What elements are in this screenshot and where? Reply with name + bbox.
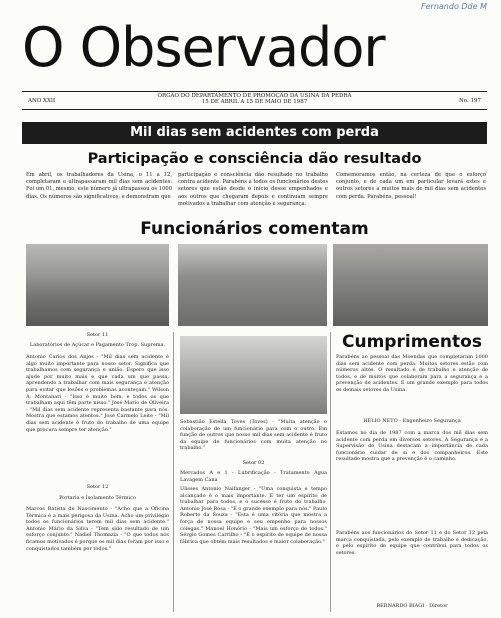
- cumprimentos-signature-1: HÉLIO NETO - Engenheiro Segurança: [363, 418, 461, 424]
- setor-11-comments: Antonio Carlos dos Anjos - "Mil dias sem acidente é algo muito importante para nosso setor. Significa que trabalhamos com segurança e união. Espero que isso ajude por muito mais e que cada um que passa, aprendendo a trabalhar com mais segurança e atenção para evitar que lesões e problemas aconteçam." Wilson A. Montanari - "Isso é muito bom, e todos os que trabalham aqui têm parte nisso." José Mario de Oliveira - "Mil dias sem acidente representa bastante para nós. Mostra que estamos atentos." José Carmelo Leite - "Mil dias sem acidente é fruto do trabalho de uma equipe que procura sempre ter atenção.": [26, 354, 169, 433]
- photo-setor-02-workers: [180, 336, 327, 414]
- headline-banner: Mil dias sem acidentes com perda: [22, 122, 487, 144]
- photo-setor-12: [178, 244, 327, 326]
- headline-funcionarios: Funcionários comentam: [140, 219, 369, 239]
- photo-setor-02: [333, 244, 488, 326]
- intro-col-1: Em abril, os trabalhadores da Usina, o 11 a 12, completaram e ultrapassaram mil dias sem acidentes. Foi um 01, mesmo, este número já ultrapassou os 1000 dias. Os números são significativos, e demonstram que: [26, 172, 172, 200]
- setor-02-label: Setor 02: [242, 460, 265, 466]
- setor-12-comments: Marcos Batista de Nascimento - "Acho que a Oficina Térmica é a mais perigosa da Usina. Acho um privilégio todos os funcionários terem mil dias sem acidente." Antonio Mário da Silva - "Tem sido resultado de um esforço conjunto." Nadiel Thomazia - "O que todos nós ficamos motivados é porque os mil dias foram por isso e conquistados também por todos.": [26, 506, 169, 552]
- cumprimentos-text-2: Estamos no dia de 1987 com a marca dos mil dias sem acidente com perda em diversos setores. A Segurança e a Supervisão de Usina destacam a importância de cada funcionário cuidar de si e dos companheiros. Este resultado mostra que a prevenção é o caminho.: [336, 430, 488, 463]
- mid-caption: Sebastião Estella Toves (Toves) - "Muita atenção e colaboração de um funcionário para com o outro. Em função de outros que nosso mil dias sem acidente é fruto da equipe de funcionários com muita atenção no trabalho.": [180, 419, 327, 452]
- date-line: 15 DE ABRIL A 15 DE MAIO DE 1987: [201, 99, 308, 105]
- cumprimentos-text-1: Parabéns ao pessoal das Moendas que completaram 1000 dias sem acidente com perda. Muitos setores estão com números altos. O resultado é de trabalho e atenção de todos, e de muitos que colaboram para a segurança e a prevenção de acidentes. É um grande exemplo para todos os demais setores da Usina.: [336, 354, 488, 393]
- setor-12-label: Setor 12: [86, 484, 109, 490]
- headline-participacao: Participação e consciência dão resultado: [87, 151, 422, 167]
- headline-cumprimentos: Cumprimentos: [342, 332, 482, 352]
- org-line: ÓRGÃO DO DEPARTAMENTO DE PROMOÇÃO DA USINA DA PEDRA: [157, 93, 352, 99]
- masthead-rule-top: [22, 91, 487, 92]
- intro-col-2: participação e consciência dão resultado no trabalho contra acidente. Parabéns a todos os funcionários destes setores que estão desde o início desse empenhados e aos outros que chegaram depois e continuam sempre motivados a trabalhar com atenção e segurança.: [178, 172, 328, 207]
- setor-02-comments: Ulisses Antonio Naifanger - "Uma conquista e tempo alcançado é o mais importante. E ter um espírito de trabalhar para todos, e o sucesso é fruto do trabalho. Antonio José Rosa - "É o grande exemplo para nós." Paulo Roberto da Souza - "Esta é uma vitória que mostra a força de nossa equipe e seu empenho para nossos colegas." Manoel Honório - "Mais um esforço de todos." Sérgio Gomes Carrilho - "É o espírito de equipe de nossa fábrica que obtém mais resultados e maior colaboração.": [180, 486, 327, 545]
- masthead-title: O Observador: [22, 16, 385, 79]
- column-divider-1: [173, 332, 174, 612]
- cumprimentos-text-3: Parabéns aos funcionários do Setor 11 e do Setor 12 pela marca conquistada, pelo exemplo de trabalho e dedicação, e pelo espírito de equipe que contribui para todos os setores.: [336, 530, 488, 556]
- issue-number: No. 197: [458, 98, 481, 104]
- setor-12-subtitle: Portaria e Isolamento Térmico: [59, 495, 136, 501]
- year-line: ANO XXII: [28, 98, 56, 104]
- masthead-rule-bottom: [22, 109, 487, 110]
- setor-11-subtitle: Laboratórios de Açúcar e Pagamento Trop. Suprema.: [29, 342, 166, 348]
- intro-col-3: Comemoramos então, na certeza de que o esforço conjunto, e de cada um em particular levará estes e outros setores a muitos mais de mil dias sem acidentes com perda. Parabéns, pessoal!: [336, 172, 486, 200]
- photo-setor-11: [26, 244, 169, 326]
- handwritten-note: Fernando Dde M: [421, 2, 487, 11]
- photo-caption-setor-11: Setor 11: [86, 332, 109, 338]
- cumprimentos-signature-2: BERNARDO BIAGI - Diretor: [376, 603, 448, 609]
- column-divider-2: [330, 332, 331, 612]
- masthead: [22, 18, 487, 88]
- setor-02-subtitle: Mercados A e 1 - Lubrificação - Tratamento Água Lavagem Cana: [180, 470, 327, 483]
- masthead-meta: [22, 93, 487, 109]
